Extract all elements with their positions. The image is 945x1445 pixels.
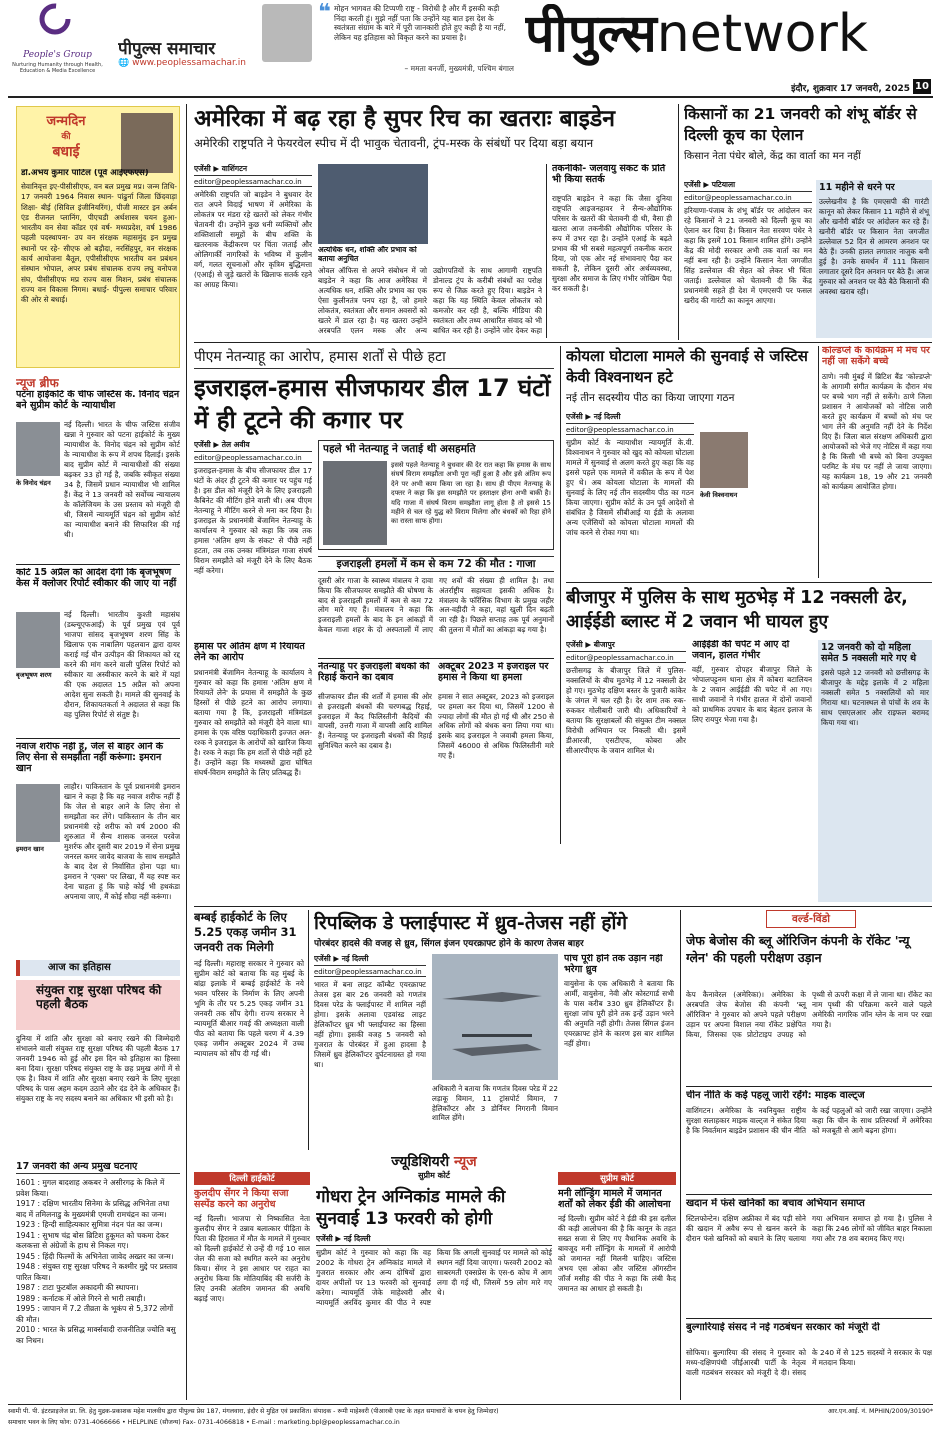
world-column (686, 910, 932, 1400)
biden-email[interactable]: editor@peoplessamachar.co.in (194, 178, 312, 187)
farmers-col1 (684, 180, 812, 338)
farmers-box-text: उल्लेखनीय है कि एमएसपी की गारंटी कानून को लेकर किसान 11 महीने से शंभू और खनौरी बॉर्डर पर आंदोलन कर रहे हैं। खनौरी बॉर्डर पर किसान नेता जगजीत डल्लेवाल 52 दिन से आमरण अनशन पर बैठे हैं। उनकी हालत लगातार नाजुक बनी हुई है। उनके समर्थन में 111 किसान लगातार दूसरे दिन अनशन पर बैठे हैं। आज गुरुवार को अनशन पर बैठे बैठे किसानों की अवस्था खराब रही। (819, 196, 929, 296)
republic-email[interactable]: editor@peoplessamachar.co.in (314, 968, 426, 977)
brief-s2-head: कोर्ट 15 अप्रैल को आदेश देगी कि बृजभूषण केस में क्लोजर रिपोर्ट स्वीकार की जाए या नहीं (16, 568, 177, 589)
world-label-box (766, 910, 856, 928)
title-part2: network (656, 4, 868, 64)
masthead (0, 0, 945, 100)
bijapur-col1 (566, 640, 686, 902)
birthday-text: सेवानिवृत्त इए-पीसीसीएफ, वन बल प्रमुख मप्र। जन्म तिथि- 17 जनवरी 1964 निवास स्थान- पांढुर्ना जिला छिंदवाड़ा शिक्षा- बीई (सिविल इंजीनियरिंग), पीजी मास्टर इन अर्बन एंड रीजनल प्लानिंग, पीएचडी अर्थशास्त्र चयन हुआ- भारतीय वन सेवा कॉडर एवं वर्ष- मध्यप्रदेश, वर्ष 1986 पहली पदस्थापना- उप वन संरक्षक महासमुंद इन प्रमुख स्थानों पर रहे- सीएफ ओ बड़ौदा, नरसिंहपुर, वन संरक्षक कार्य आयोजना बैतूल, एपीसीसीएफ भारतीय वन प्रबंधन संस्थान भोपाल, अपर प्रबंध संचालक राज्य लघु वनोपज संघ, पीसीसीएफ मप्र राज्य वास मिशन, प्रबंध संचालक राज्य वन विकास निगम। बधाई- पीपुल्स समाचार परिवार की ओर से बधाई। (21, 182, 177, 305)
right-col-rule-2 (818, 346, 819, 578)
brief-s3-photo (16, 784, 60, 842)
farmers-email[interactable]: editor@peoplessamachar.co.in (684, 194, 812, 203)
oct-text: हमास ने सात अक्टूबर, 2023 को इजराइल पर हमला कर दिया था, जिसमें 1200 से ज्यादा लोगों की मौत हो गई थी और 250 से अधिक लोगों को बंधक बना लिया गया था। इसके बाद इजराइल ने जवाबी हमला किया, जिसमें 46000 से अधिक फिलिस्तीनी मारे गए हैं। (438, 692, 554, 760)
farmers-box (816, 180, 932, 338)
biden-text2: ओवल ऑफिस से अपने संबोधन में जो बाइडेन ने कहा कि आज अमेरिका में अत्यधिक धन, शक्ति और प्रभाव का एक ऐसा कुलीनतंत्र पनप रहा है, जो हमारे लोकतंत्र, स्वतंत्रता और समान अवसरों को खतरे में डाल रहा है। यह खतरा उन्होंने अरबपति एलन मस्क और अन्य उद्योगपतियों के साथ आगामी राष्ट्रपति डोनाल्ड ट्रंप के करीबी संबंधों का परोक्ष रूप से जिक्र करते हुए दिया। बाइडेन ने कहा कि यह स्थिति केवल लोकतंत्र को कमजोर कर रही है, बल्कि मीडिया की स्वतंत्रता और तथ्य आधारित संवाद को भी बाधित कर रही है। उन्होंने जोर देकर कहा (318, 266, 542, 335)
section-rule-1 (194, 342, 932, 343)
brief-s3-caption: इमरान खान (16, 845, 44, 853)
history-text: दुनिया में शांति और सुरक्षा को बनाए रखने की जिम्मेदारी संभालने वाली संयुक्त राष्ट्र सुरक्षा परिषद की पहली बैठक 17 जनवरी 1946 को हुई और इस दिन को इतिहास का हिस्सा बना दिया। सुरक्षा परिषद संयुक्त राष्ट्र के छह प्रमुख अंगों में से एक है। विश्व में शांति और सुरक्षा बनाए रखने के लिए सुरक्षा परिषद के पास अहम कदम उठाने और दंड देने के अधिकार हैं। संयुक्त राष्ट्र के नए सदस्य बनाने का अधिकार भी इसी को है। (16, 1034, 180, 1103)
footer-text: स्वामी पी. पी. इंटरप्राइजेज प्रा. लि. हेतु मुद्रक-प्रकाशक महेश मालवीय द्वारा पीपुल्स प्रेस 187, मंगलवारा, इंदौर से मुद्रित एवं प्रकाशित। संपादक - रूमी माहेश्वरी (पीआरबी एक्ट के तहत समाचारों के चयन हेतु जिम्मेदार) (8, 1408, 499, 1415)
coal-email[interactable]: editor@peoplessamachar.co.in (566, 426, 694, 435)
sengar-text: नई दिल्ली। भाजपा से निष्कासित नेता कुलदीप सेंगर ने उन्नाव बलात्कार पीड़िता के पिता की हिरासत में मौत के मामले में गुरुवार को दिल्ली हाईकोर्ट से उन्हें दी गई 10 साल जेल की सजा को स्थगित करने का अनुरोध किया। सेंगर ने इस आधार पर राहत का अनुरोध किया कि मोतियाबिंद की सर्जरी के लिए उनकी अंतरिम जमानत की अवधि बढ़ाई जाए। (194, 1213, 310, 1303)
ps-name: पीपुल्स समाचार (118, 39, 216, 59)
sc-label-top: सुप्रीम कोर्ट (418, 1171, 450, 1180)
coal-byline: एजेंसी ▶ नई दिल्ली (566, 412, 694, 424)
ps-url-text[interactable]: www.peoplessamachar.in (132, 58, 246, 68)
republic-col1 (314, 954, 426, 1150)
farmers-sub: किसान नेता पंधेर बोले, केंद्र का वार्ता का मन नहीं (684, 151, 861, 162)
mamata-photo (262, 4, 312, 62)
biden-side-text: राष्ट्रपति बाइडेन ने कहा कि जैसा दुनिया राष्ट्रपति आइजनहावर ने सैन्य-औद्योगिक परिसर के खतरों की चेतावनी दी थी, वैसा ही खतरा आज तकनीकी औद्योगिक परिसर के रूप में उभर रहा है। उन्होंने एआई के बढ़ते प्रभाव की भी सबसे महत्वपूर्ण तकनीक करार दिया, जो एक ओर नई संभावनाएं पैदा कर सकती है, लेकिन दूसरी ओर अर्थव्यवस्था, सुरक्षा और समाज के लिए गंभीर जोखिम पैदा कर सकती है। (552, 194, 672, 293)
coal-caption: केवी विश्वनाथन (700, 491, 738, 499)
history-event: 1917 : दक्षिण भारतीय सिनेमा के प्रसिद्ध अभिनेता तथा बाद में तमिलनाडु के मुख्यमंत्री एमजी रामचंद्रन का जन्म। (16, 1199, 170, 1219)
world-rule (680, 910, 681, 1400)
history-head: संयुक्त राष्ट्र सुरक्षा परिषद की पहली बैठक (36, 984, 162, 1011)
israel-text1: इजराइल-हमास के बीच सीजफायर डील 17 घंटों के अंदर ही टूटने की कगार पर पहुंच गई है। इस डील को मंजूरी देने के लिए इजराइली कैबिनेट की मीटिंग होने वाली थी। अब पीएम नेतन्याहू ने मीटिंग करने से मना कर दिया है। इजराइल के प्रधानमंत्री बेंजामिन नेतन्याहू के कार्यालय ने गुरुवार को कहा कि जब तक हमास 'अंतिम क्षण के संकट' से पीछे नहीं हटता, तब तक उनका मंत्रिमंडल गाजा संघर्ष विराम समझौते को मंजूरी देने के लिए बैठक नहीं करेगा। (194, 466, 312, 575)
israel-inset-head: पहले भी नेतन्याहू ने जताई थी असहमति (323, 443, 476, 455)
ml-col (558, 1172, 676, 1400)
china-text: वाशिंगटन। अमेरिका के नवनियुक्त राष्ट्रीय सुरक्षा सलाहकार माइक वाल्ट्ज ने संकेत दिया है कि निवर्तमान बाइडेन प्रशासन की चीन नीति के कई पहलुओं को जारी रखा जाएगा। उन्होंने कहा कि चीन के साथ प्रतिस्पर्धा में अमेरिका को मजबूती से आगे बढ़ना होगा। (686, 1106, 932, 1135)
quote-by: – ममता बनर्जी, मुख्यमंत्री, पश्चिम बंगाल (404, 64, 514, 73)
bijapur-box (818, 640, 932, 902)
ied-text: वहीं, गुरुवार दोपहर बीजापुर जिले के भोपालपट्टनम थाना क्षेत्र में कोबरा बटालियन के 2 जवान आईईडी की चपेट में आ गए। साथी जवानों ने गंभीर हालत में दोनों जवानों को प्राथमिक उपचार के बाद बेहतर इलाज के लिए रायपुर भेजा गया है। (692, 664, 812, 724)
judiciary-title1: ज्यूडिशियरी (391, 1154, 450, 1170)
bijapur-box-head: 12 जनवरी को दो महिला समेत 5 नक्सली मारे गए थे (821, 642, 917, 664)
bhc-story (194, 910, 304, 1150)
hostage-head: नेतन्याहू पर इजराइली बंधकों की रिहाई कराने का दबाव (318, 662, 430, 683)
jet-icon (432, 954, 558, 1080)
oct-head: अक्टूबर 2023 में इजराइल पर हमास ने किया था हमला (438, 662, 549, 683)
biden-side-head: तकनीकी- जलवायु संकट के प्रति भी किया सतर्क (552, 164, 666, 185)
brief-rule-1 (16, 564, 180, 565)
biden-col1 (194, 164, 312, 338)
quote-icon: ❝ (318, 0, 331, 25)
dhc-label: दिल्ली हाईकोर्ट (194, 1172, 310, 1185)
biden-photo (318, 164, 428, 244)
bhc-rule (308, 910, 309, 1150)
republic-head: रिपब्लिक डे फ्लाईपास्ट में ध्रुव-तेजस नहीं होंगे (314, 912, 628, 934)
brief-s3-head: नवाज शरीफ नहीं हूं, जेल से बाहर आने के लिए सेना से समझौता नहीं करूंगा: इमरान खान (16, 742, 164, 774)
quote-text: मोहन भागवत की टिप्पणी राष्ट्र - विरोधी है और मैं इसकी कड़ी निंदा करती हूं। मुझे नहीं पता कि उन्होंने यह बात इस देश के स्वतंत्रता संग्राम के बारे में पूरी जानकारी होते हुए कही है या नहीं, लेकिन यह इतिहास को विकृत करने का प्रयास है। (334, 4, 507, 42)
israel-story (194, 346, 554, 904)
israel-inset-text: इससे पहले नेतन्याहू ने बुधवार की देर रात कहा कि हमास के साथ संघर्ष विराम समझौता अभी पूरा नहीं हुआ है और इसे अंतिम रूप देने पर अभी काम किया जा रहा है। साथ ही पीएम नेतन्याहू के दफ्तर ने कहा कि इस समझौते पर हस्ताक्षर होना अभी बाकी है। यदि गाजा में संघर्ष विराम समझौता लागू होता है तो इससे 15 महीने से चल रहे युद्ध को विराम मिलेगा और बंधकों को रिहा होने का रास्ता साफ होगा। (391, 461, 551, 526)
republic-col3 (564, 954, 674, 1150)
biden-text2-top (434, 164, 542, 264)
israel-inner-rule (318, 658, 554, 659)
brief-s2-text: नई दिल्ली। भारतीय कुश्ती महासंघ (डब्ल्यूएफआई) के पूर्व प्रमुख एवं पूर्व भाजपा सांसद बृजभूषण शरण सिंह के खिलाफ एक नाबालिग पहलवान द्वारा दायर कराई गई यौन उत्पीड़न की शिकायत को रद्द करने की मांग करने वाली पुलिस रिपोर्ट को स्वीकार या अस्वीकार करने के बारे में यहां की एक अदालत 15 अप्रैल को अपना आदेश सुना सकती है। मामले की सुनवाई के दौरान, शिकायतकर्ता ने अदालत से कहा कि वह पुलिस रिपोर्ट से संतुष्ट है। (64, 610, 180, 719)
biden-byline: एजेंसी ▶ वाशिंगटन (194, 164, 312, 176)
republic-story (314, 910, 674, 1150)
brief-s1-text: नई दिल्ली। भारत के चीफ जस्टिस संजीव खन्ना ने गुरुवार को पटना हाईकोर्ट के मुख्य न्यायाधीश के. विनोद चंद्रन को सुप्रीम कोर्ट के न्यायाधीश के रूप में शपथ दिलाई। इसके बाद सुप्रीम कोर्ट में न्यायाधीशों की संख्या बढ़कर 33 हो गई है, जबकि स्वीकृत संख्या 34 है, जिसमें प्रधान न्यायाधीश भी शामिल हैं। केंद्र ने 13 जनवरी को सर्वोच्च न्यायालय के कॉलेजियम के उस प्रस्ताव को मंजूरी दी थी, जिसमें न्यायमूर्ति चंद्रन को सुप्रीम कोर्ट का न्यायाधीश बनाने की सिफारिश की गई थी। (64, 420, 180, 539)
farmers-box-head: 11 महीने से धरने पर (819, 182, 895, 193)
birthday-box (16, 106, 180, 368)
page-title (525, 4, 925, 68)
biden-head: अमेरिका में बढ़ रहा है सुपर रिच का खतराः बाइडेन (194, 106, 615, 132)
godhra-col (316, 1186, 552, 1400)
israel-col1 (194, 440, 312, 640)
hostage-text: सीजफायर डील की शर्तों में हमास की ओर से इजराइली बंधकों की चरणबद्ध रिहाई, इजराइल में कैद फिलिस्तीनी कैदियों की वापसी, उत्तरी गाजा में वापसी आदि शामिल हैं। नेतन्याहू पर इजराइली बंधकों की रिहाई सुनिश्चित करने का दबाव है। (318, 692, 432, 750)
history-event: 2010 : भारत के प्रसिद्ध मार्क्सवादी राजनीतिज्ञ ज्योति बसु का निधन। (16, 1325, 176, 1345)
history-events (16, 1178, 180, 1400)
ied-head: आईईडी की चपेट में आए दो जवान, हालत गंभीर (692, 640, 790, 661)
biden-side-rule (546, 164, 547, 338)
godhra-byline: एजेंसी ▶ नई दिल्ली (316, 1234, 552, 1246)
coal-text: सुप्रीम कोर्ट के न्यायाधीश न्यायमूर्ति के.वी. विश्वनाथन ने गुरुवार को खुद को कोयला घोटाला मामले में सुनवाई से अलग करते हुए कहा कि वह इससे पहले एक मामले में वकील के रूप में पेश हुए थे। अब कोयला घोटाला के मामलों की सुनवाई के लिए नई तीन सदस्यीय पीठ का गठन किया जाएगा। सुप्रीम कोर्ट के उन पूर्व आदेशों से संबंधित है जिसमें सीबीआई या ईडी के अलावा अन्य एजेंसियों को कोयला घोटाला मामलों की जांच करने से रोका गया था। (566, 438, 694, 537)
coal-story (566, 346, 814, 578)
israel-byline: एजेंसी ▶ तेल अवीव (194, 440, 312, 452)
history-event: 1601 : मुगल बादशाह अकबर ने असीरगढ़ के किले में प्रवेश किया। (16, 1178, 165, 1198)
bulgaria-head: बुल्गारियाई संसद ने नई गठबंधन सरकार को मंजूरी दी (686, 1322, 880, 1333)
brief-s1-head: पटना हाईकोर्ट के चीफ जस्टिस के. विनोद चंद्रन बने सुप्रीम कोर्ट के न्यायाधीश (16, 390, 180, 411)
ml-text: नई दिल्ली। सुप्रीम कोर्ट ने ईडी की इस दलील की कड़ी आलोचना की है कि कानून के तहत सख्त सजा से लिए गए वैधानिक अवधि के बावजूद मनी लॉन्ड्रिंग के मामलों में आरोपी को जमानत नहीं मिलनी चाहिए। जस्टिस अभय एस ओका और जस्टिस ऑगस्टीन जॉर्ज मसीह की पीठ ने कहा कि लंबी कैद जमानत का आधार हो सकती है। (558, 1213, 676, 1293)
coal-col1 (566, 412, 694, 578)
republic-side-head: पांच पूरी होने तक उड़ान नहीं भरेगा ध्रुव (564, 954, 663, 975)
section-rule-3 (194, 906, 932, 907)
judiciary-title (344, 1152, 524, 1171)
brief-s2-caption: बृजभूषण शरण (16, 671, 52, 679)
republic-text: भारत में बना लाइट कॉम्बैट एयरक्राफ्ट तेजस इस बार 26 जनवरी को गणतंत्र दिवस परेड के फ्लाईपास्ट में शामिल नहीं होगा। इसके अलावा एडवांस्ड लाइट हेलिकॉप्टर ध्रुव भी फ्लाईपास्ट का हिस्सा नहीं होगा। इसकी वजह 5 जनवरी को गुजरात के पोरबंदर में हुआ हादसा है जिसमें ध्रुव हेलिकॉप्टर दुर्घटनाग्रस्त हो गया था। (314, 980, 426, 1069)
bijapur-text: छत्तीसगढ़ के बीजापुर जिले में पुलिस-नक्सलियों के बीच मुठभेड़ में 12 नक्सली ढेर हो गए। मुठभेड़ दक्षिण बस्तर के पुजारी कांकेर के जंगल में चल रही है। देर शाम तक रुक-रुककर गोलीबारी जारी थी। अधिकारियों ने बताया कि सुरक्षाबलों की संयुक्त टीम नक्सल विरोधी अभियान पर निकली थी। इसमें डीआरजी, एसटीएफ, कोबरा और सीआरपीएफ के जवान शामिल थे। (566, 666, 686, 755)
godhra-head: गोधरा ट्रेन अग्निकांड मामले की सुनवाई 13 फरवरी को होगी (316, 1187, 506, 1229)
right-col-rule-1 (678, 104, 679, 340)
pg-tagline: Nurturing Humanity through Health, Education & Media Excellence (12, 62, 103, 74)
gaza-head: इजराइली हमलों में कम से कम 72 की मौत : गाजा (336, 558, 536, 570)
world-rule-1 (686, 1086, 932, 1087)
biden-sub: अमेरिकी राष्ट्रपति ने फेयरवेल स्पीच में दी भावुक चेतावनी, ट्रंप-मस्क के संबंधों पर दिया बड़ा बयान (194, 136, 594, 150)
israel-inset (318, 440, 554, 550)
bijapur-box-text: इससे पहले 12 जनवरी को छत्तीसगढ़ के बीजापुर के मद्देड़ इलाके में 2 महिला नक्सली समेत 5 नक्सलियों को मार गिराया था। घटनास्थल से पांचों के शव के साथ एसएलआर और राइफल बरामद किया गया था। (821, 667, 929, 727)
page-number: 10 (913, 79, 931, 94)
netanyahu-photo (323, 461, 387, 545)
farmers-text: हरियाणा-पंजाब के शंभू बॉर्डर पर आंदोलन कर रहे किसानों ने 21 जनवरी को दिल्ली कूच का ऐलान कर दिया है। किसान नेता सरवण पंधेर ने कहा कि इसमें 101 किसान शामिल होंगे। उन्होंने केंद्र की मोदी सरकार अभी तक वार्ता का मन नहीं बना रही है। उन्होंने किसान नेता जगजीत सिंह डल्लेवाल की सेहत को लेकर भी चिंता जताई। डल्लेवाल को चेतावनी दी कि केंद्र प्रधानमंत्री सहते ही देश में एमएसपी पर फसल खरीद की गारंटी का कानून आएगा। (684, 206, 812, 305)
biden-story (194, 104, 672, 338)
bezos-text: केप कैनावेरल (अमेरिका)। अमेरिका के अरबपति जेफ बेजोस की कंपनी 'ब्लू ऑरिजिन' ने गुरुवार को अपने पहले परीक्षण उड़ान पर अपना विशाल नया रॉकेट प्रक्षेपित किया, जिसका एक प्रोटोटाइप उपग्रह को पृथ्वी से ऊपरी कक्षा में ले जाना था। रॉकेट का नाम पृथ्वी की परिक्रमा करने वाले पहले अमेरिकी नागरिक जॉन ग्लेन के नाम पर रखा गया है। (686, 990, 932, 1039)
bulgaria-text: सोफिया। बुल्गारिया की संसद ने गुरुवार को मध्य-दक्षिणपंथी जीईआरबी पार्टी के नेतृत्व वाली गठबंधन सरकार को मंजूरी दे दी। संसद के 240 में से 125 सदस्यों ने सरकार के पक्ष में मतदान किया। (686, 1348, 932, 1377)
israel-email[interactable]: editor@peoplessamachar.co.in (194, 454, 312, 463)
gaza-text: दूसरी ओर गाजा के स्वास्थ्य मंत्रालय ने दावा किया कि सीजफायर समझौते की घोषणा के बाद से इजराइली हमलों में कम से कम 72 लोग मारे गए हैं। मंत्रालय ने कहा कि इजराइली हमलों के बाद के इन आंकड़ों में केवल गाजा शहर के दो अस्पतालों में लाए गए शवों की संख्या ही शामिल है। तथा अंतर्राष्ट्रीय सहायता इसकी अधिक है। मंत्रालय के फॉरेंसिक विभाग के प्रमुख जहीर अल-वहीदी ने कहा, वहां खुली दिन बढ़ती जा रही है। पिछले सप्ताह तक पूर्व अनुमानों की तुलना में मौतों का आंकड़ा बढ़ गया है। (318, 576, 554, 634)
footer-line2: समाचार भवन के लिए फोन: 0731-4066666 • HELPLINE (सौजन्य) Fax- 0731-4066818 • E-mail : marketing.bpl@peoplessamachar.co.in (8, 1419, 400, 1426)
birthday-name: डॉ.अभय कुमार पाटिल (पूर्व आईएफएस) (21, 169, 149, 178)
farmers-byline: एजेंसी ▶ पटियाला (684, 180, 812, 192)
masthead-rule (8, 96, 933, 98)
birthday-title2: की (61, 132, 71, 142)
birthday-photo (121, 113, 173, 173)
israel-text2: प्रधानमंत्री बेंजामिन नेतन्याहू के कार्यालय ने गुरुवार को कहा कि हमास 'अंतिम क्षण में रियायतें लेने' के प्रयास में समझौते के कुछ हिस्सों से पीछे हटने का आरोप लगाया। बताया गया है कि, इजराइली मंत्रिमंडल गुरुवार को समझौते को मंजूरी देने वाला था। हमास के एक वरिष्ठ पदाधिकारी इज्जत अल-रश्क ने इजराइल के आरोपों को खारिज किया है। रश्क ने कहा कि हम शर्तों से पीछे नहीं हटे हैं। उन्होंने कहा कि मध्यस्थों द्वारा घोषित संघर्ष-विराम समझौते के लिए प्रतिबद्ध हैं। (194, 668, 312, 777)
coldplay-head: कोल्डप्ले के कार्यक्रम में मंच पर नहीं जा सकेंगे बच्चे (822, 346, 930, 367)
bhc-head: बम्बई हाईकोर्ट के लिए 5.25 एकड़ जमीन 31 जनवरी तक मिलेगी (194, 910, 297, 954)
history-event: 1945 : हिंदी फिल्मों के अभिनेता जावेद अख्तर का जन्म। (16, 1251, 174, 1261)
republic-side-text: वायुसेना के एक अधिकारी ने बताया कि आर्मी, वायुसेना, नेवी और कोस्टगार्ड सभी के पास करीब 330 ध्रुव हेलिकॉप्टर हैं। सुरक्षा जांच पूरी होने तक इन्हें उड़ान भरने की अनुमति नहीं होगी। तेजस सिंगल इंजन एयरक्राफ्ट होने के कारण इस बार शामिल नहीं होगा। (564, 978, 674, 1048)
coldplay-text: ठाणे। नवी मुंबई में ब्रिटिश बैंड 'कोल्डप्ले' के आगामी संगीत कार्यक्रम के दौरान मंच पर बच्चे भाग नहीं ले सकेंगे। ठाणे जिला प्रशासन ने आयोजकों को नोटिस जारी करते हुए कार्यक्रम में बच्चों को मंच पर भाग लेने की अनुमति नहीं देने के निर्देश दिए हैं। जिला बाल संरक्षण अधिकारी द्वारा आयोजकों को भेजे गए नोटिस में कहा गया है कि किसी भी बच्चे को बिना उपयुक्त परमिट के मंच पर नहीं ले जाया जाएगा। यह कार्यक्रम 18, 19 और 21 जनवरी को कार्यक्रम आयोजित होगा। (822, 371, 932, 491)
brief-s2-photo (16, 612, 60, 668)
sudan-head: खदान में फंसे खनिकों का बचाव अभियान समाप्त (686, 1198, 865, 1209)
coldplay-story (822, 346, 932, 578)
history-events-head: 17 जनवरी की अन्य प्रमुख घटनाएं (16, 1162, 180, 1174)
coal-head: कोयला घोटाला मामले की सुनवाई से जस्टिस केवी विश्वनाथन हटे (566, 347, 808, 386)
birthday-title3: बधाई (52, 144, 80, 160)
mid-col-rule (560, 346, 561, 844)
footer (8, 1407, 933, 1441)
world-label: वर्ल्ड-विंडो (792, 913, 830, 925)
peoples-group-logo-icon (38, 2, 72, 36)
biden-caption: अत्यधिक धन, शक्ति और प्रभाव को बताया अनुचित (318, 246, 417, 263)
history-event: 1948 : संयुक्त राष्ट्र सुरक्षा परिषद ने कश्मीर मुद्दे पर प्रस्ताव पारित किया। (16, 1262, 178, 1282)
judiciary-title2: न्यूज (454, 1154, 477, 1170)
biden-text1: अमेरिकी राष्ट्रपति जो बाइडेन ने बुधवार देर रात अपने विदाई भाषण में अमेरिका के लोकतंत्र पर मंडरा रहे खतरों को लेकर गंभीर चेतावनी दी। उन्होंने कुछ धनी व्यक्तियों और शक्तिशाली समूहों के बीच शक्ति के खतरनाक केंद्रीकरण पर चिंता जताई और ओलिगार्की नागरिकों के भविष्य में कुलीन वर्ग, गलत सूचनाओं और कृत्रिम बुद्धिमत्ता (एआई) से जुड़े खतरों के खिलाफ सतर्क रहने का आग्रह किया। (194, 190, 312, 289)
footer-rule (8, 1404, 933, 1405)
world-rule-3 (686, 1318, 932, 1319)
history-event: 1941 : सुभाष चंद्र बोस ब्रिटिश हुकूमत को चकमा देकर कलकत्ता से अंग्रेजों के हाथ से निकल गए। (16, 1230, 169, 1250)
section-rule-2 (566, 582, 932, 583)
dateline: इंदौर, शुक्रवार 17 जनवरी, 2025 (791, 84, 910, 94)
ml-head: मनी लॉन्ड्रिंग मामले में जमानत शर्तों को लेकर ईडी की आलोचना (558, 1188, 671, 1210)
republic-byline: एजेंसी ▶ नई दिल्ली (314, 954, 426, 966)
gaza-head-box (318, 556, 554, 572)
coal-sub: नई तीन सदस्यीय पीठ का किया जाएगा गठन (566, 392, 735, 404)
farmers-head: किसानों का 21 जनवरी को शंभू बॉर्डर से दिल्ली कूच का ऐलान (684, 105, 917, 144)
history-label-text: आज का इतिहास (48, 962, 111, 973)
israel-sub2: हमास पर अंतिम क्षण में रियायत लेने का आरोप (194, 642, 305, 663)
history-event: 1995 : जापान में 7.2 तीव्रता के भूकंप से 5,372 लोगों की मौत। (16, 1304, 174, 1324)
sc-label: सुप्रीम कोर्ट (558, 1172, 676, 1185)
aircraft-photo (432, 954, 558, 1080)
brief-label: न्यूज ब्रीफ (16, 376, 59, 390)
title-part1: पीपुल्स (525, 4, 657, 64)
brief-s3-text: लाहौर। पाकिस्तान के पूर्व प्रधानमंत्री इमरान खान ने कहा है कि वह नवाज शरीफ नहीं हैं कि जेल से बाहर आने के लिए सेना से समझौता कर लेंगे। पाकिस्तान के तीन बार प्रधानमंत्री रहे शरीफ को वर्ष 2000 की शुरुआत में सैन्य शासक जनरल परवेज मुशर्रफ और दूसरी बार 2019 में सेना प्रमुख जनरल कमर जावेद बाजवा के साथ समझौते के बाद देश से निर्वासित होना पड़ा था। इमरान ने 'एक्स' पर लिखा, मैं यह स्पष्ट कर देना चाहता हूं कि चाहे कोई भी हथकंडा अपनाया जाए, मैं कोई सौदा नहीं करूंगा। (64, 782, 180, 901)
china-head: चीन नीति के कई पहलू जारी रहेंगे: माइक वाल्ट्ज (686, 1090, 865, 1101)
bijapur-email[interactable]: editor@peoplessamachar.co.in (566, 654, 686, 663)
world-rule-2 (686, 1194, 932, 1195)
israel-head: इजराइल-हमास सीजफायर डील 17 घंटों में ही टूटने की कगार पर (194, 374, 551, 434)
history-box (16, 960, 180, 1400)
bijapur-head: बीजापुर में पुलिस के साथ मुठभेड़ में 12 नक्सली ढेर, आईईडी ब्लास्ट में 2 जवान भी घायल हुए (566, 588, 908, 632)
viswanathan-photo (700, 432, 748, 488)
bijapur-col2 (692, 640, 812, 902)
farmers-story (684, 104, 932, 338)
history-label (16, 960, 180, 976)
bijapur-story (566, 586, 932, 902)
footer-rni: आर.एन.आई. नं. MPHIN/2009/30190* (828, 1408, 933, 1415)
sudan-text: स्टिलफोन्टेन। दक्षिण अफ्रीका में बंद पड़ी सोने की खदान में अवैध रूप से खनन करने के दौरान फंसे खनिकों को बचाने के लिए चलाया गया अभियान समाप्त हो गया है। पुलिस ने कहा कि 246 लोगों को जीवित बाहर निकाला गया और 78 शव बरामद किए गए। (686, 1214, 932, 1243)
israel-kicker: पीएम नेतन्याहू का आरोप, हमास शर्तों से पीछे हटा (194, 346, 554, 369)
judiciary-section (194, 1152, 676, 1400)
brief-s1-photo (16, 422, 60, 476)
birthday-title1: जन्मदिन (46, 114, 86, 129)
left-col-rule (186, 104, 187, 1400)
pg-name: People's Group (23, 50, 92, 60)
history-event: 1987 : टाटा फुटबॉल अकादमी की स्थापना। (16, 1283, 139, 1292)
republic-sub: पोरबंदर हादसे की वजह से ध्रुव, सिंगल इंजन एयरक्राफ्ट होने के कारण तेजस बाहर (314, 939, 584, 949)
bhc-text: नई दिल्ली। महाराष्ट्र सरकार ने गुरुवार को सुप्रीम कोर्ट को बताया कि वह मुंबई के बांद्रा इलाके में बम्बई हाईकोर्ट के नये भवन परिसर के निर्माण के लिए अपनी भूमि के तौर पर 5.25 एकड़ जमीन 31 जनवरी तक सौंप देगी। राज्य सरकार ने न्यायमूर्ति बीआर गवई की अध्यक्षता वाली पीठ को बताया कि पहले चरण में 4.39 एकड़ जमीन अक्टूबर 2024 में उच्च न्यायालय को सौंप दी गई थी। (194, 959, 304, 1058)
ps-url: 🌐 www.peoplessamachar.in (118, 58, 246, 68)
history-event: 1989 : कर्नाटक में ओले गिरने से भारी तबाही। (16, 1293, 146, 1303)
history-event: 1923 : हिन्दी साहित्यकार सुमित्रा नंदन पंत का जन्म। (16, 1220, 163, 1229)
sengar-col (194, 1172, 310, 1400)
brief-s1-caption: के विनोद चंद्रन (16, 479, 51, 487)
brief-column (16, 374, 180, 954)
republic-caption: अधिकारी ने बताया कि गणतंत्र दिवस परेड में 22 लड़ाकू विमान, 11 ट्रांसपोर्ट विमान, 7 हेलिकॉप्टर और 3 डोर्नियर निगरानी विमान शामिल होंगे। (432, 1084, 558, 1123)
history-head-box (16, 980, 180, 1030)
godhra-text: सुप्रीम कोर्ट ने गुरुवार को कहा कि वह 2002 के गोधरा ट्रेन अग्निकांड मामले में गुजरात सरकार और अन्य दोषियों द्वारा दायर अपीलों पर 13 फरवरी को सुनवाई करेगा। न्यायमूर्ति जेके माहेश्वरी और न्यायमूर्ति अरविंद कुमार की पीठ ने स्पष्ट किया कि अगली सुनवाई पर मामले को कोई स्थगन नहीं दिया जाएगा। फरवरी 2002 को साबरमती एक्सप्रेस के एस-6 कोच में आग लगा दी गई थी, जिसमें 59 लोग मारे गए थे। (316, 1248, 552, 1307)
sengar-head: कुलदीप सेंगर ने किया सजा सस्पेंड करने का अनुरोध (194, 1188, 289, 1210)
bezos-head: जेफ बेजोस की ब्लू ऑरिजिन कंपनी के रॉकेट 'न्यू ग्लेन' की पहली परीक्षण उड़ान (686, 933, 910, 965)
birthday-title (21, 111, 111, 161)
bijapur-byline: एजेंसी ▶ बीजापुर (566, 640, 686, 652)
brief-rule-2 (16, 738, 180, 739)
